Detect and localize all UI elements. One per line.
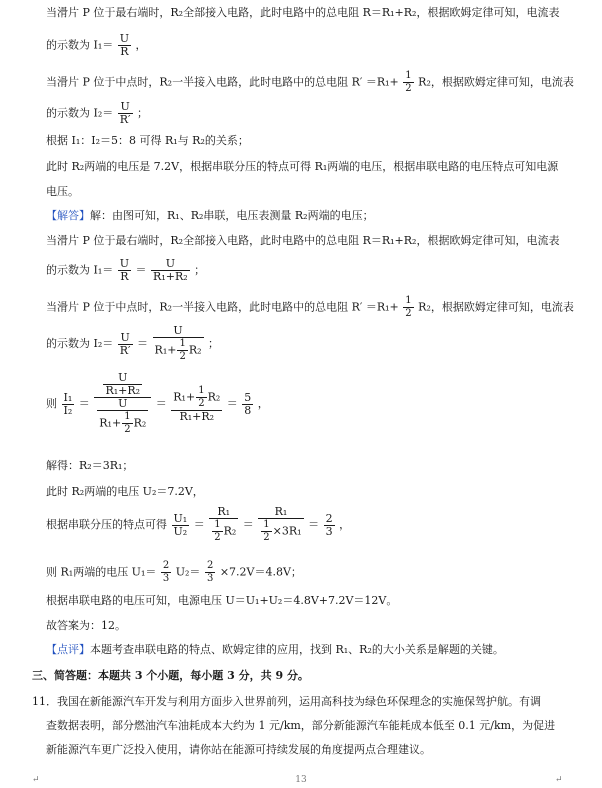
fraction: $\frac{U}{R'}$ xyxy=(119,100,131,126)
text-line: 故答案为：12。 xyxy=(46,619,126,632)
fraction: $\frac{2}{3}$ xyxy=(325,511,333,538)
fraction: R₁+ $\frac{1}{2}$ R₂ R₁+R₂ xyxy=(173,385,221,423)
fraction: $\frac{U}{\text{R₁+R₂}}$ xyxy=(153,257,188,283)
comment-tag: 【点评】 xyxy=(46,643,90,656)
formula-line: 则 R₁两端的电压 U₁＝ $\frac{2}{3}$ U₂＝ $\frac{2}{3}$ ×7.2V＝4.8V； xyxy=(46,560,302,584)
text-line: 根据 I₁：I₂＝5：8 可得 R₁与 R₂的关系； xyxy=(46,134,249,147)
text-line: 解得：R₂＝3R₁； xyxy=(46,459,134,472)
fraction: U R₁+ $\frac{1}{2}$ R₂ xyxy=(154,324,202,362)
formula-line: 的示数为 I₁＝ $\frac{U}{R}$ ＝ $\frac{U}{\text{R₁+R₂}}$ ； xyxy=(46,257,206,283)
fraction: $\frac{1}{2}$ xyxy=(405,295,412,319)
text-line: 当滑片 P 位于最右端时，R₂全部接入电路，此时电路中的总电阻 R＝R₁+R₂，根据欧姆定律可知，电流表 xyxy=(46,234,560,247)
answer-tag: 【解答】 xyxy=(46,209,90,222)
page-number: 13 xyxy=(295,775,307,785)
formula-line: 的示数为 I₁＝ $\frac{U}{R}$ ， xyxy=(46,32,147,58)
question-text: 查数据表明，部分燃油汽车油耗成本大约为 1 元/km，部分新能源汽车能耗成本低至 0.1 元/km，为促进 xyxy=(46,719,556,732)
text-line: 【解答】解：由图可知，R₁、R₂串联，电压表测量 R₂两端的电压； xyxy=(46,209,374,222)
fraction: $\frac{1}{2}$ xyxy=(405,70,412,94)
text-line: 此时 R₂两端的电压是 7.2V，根据串联分压的特点可得 R₁两端的电压，根据串联电路的电压特点可知电源 xyxy=(46,160,559,173)
text-line: 此时 R₂两端的电压 U₂＝7.2V， xyxy=(46,485,204,498)
formula-line: 的示数为 I₂＝ $\frac{U}{R'}$ ＝ U R₁+ $\frac{1}{2}$ R₂ ； xyxy=(46,324,220,362)
fraction: R₁ $\frac{1}{2}$ ×3R₁ xyxy=(258,506,303,544)
text-line: 根据串联电路的电压可知，电源电压 U＝U₁+U₂＝4.8V+7.2V＝12V。 xyxy=(46,594,398,607)
fraction: $\frac{\text{I₁}}{\text{I₂}}$ xyxy=(63,390,73,417)
formula-line: 则 $\frac{\text{I₁}}{\text{I₂}}$ ＝ $\frac{U}{\text{R₁+R₂}}$ U R₁+ $\frac{1}{2}$ R₂ ＝ R₁+ $\frac{1}{2}$ R₂ R₁+R₂ ＝ $\frac{5}{8}$ ， xyxy=(46,371,269,435)
fraction: R₁ $\frac{1}{2}$ R₂ xyxy=(209,506,238,544)
section-heading: 三、简答题：本题共 3 个小题，每小题 3 分，共 9 分。 xyxy=(32,669,309,682)
question-text: 新能源汽车更广泛投入使用，请你站在能源可持续发展的角度提两点合理建议。 xyxy=(46,743,431,756)
formula-line: 的示数为 I₂＝ $\frac{U}{R'}$ ； xyxy=(46,100,149,126)
footer-mark: ↵ xyxy=(32,775,40,785)
fraction: $\frac{2}{3}$ xyxy=(162,560,170,584)
fraction: $\frac{2}{3}$ xyxy=(206,560,214,584)
text-line: 电压。 xyxy=(46,185,79,198)
formula-line: 当滑片 P 位于中点时，R₂一半接入电路，此时电路中的总电阻 R′ ＝R₁+ $\frac{1}{2}$ R₂，根据欧姆定律可知，电流表 xyxy=(46,70,574,94)
fraction: $\frac{U}{R'}$ xyxy=(119,330,131,357)
fraction: $\frac{\text{U₁}}{\text{U₂}}$ xyxy=(173,511,188,538)
footer-mark: ↵ xyxy=(555,775,563,785)
fraction: $\frac{5}{8}$ xyxy=(244,390,252,417)
question-text: 11．我国在新能源汽车开发与利用方面步入世界前列，运用高科技为绿色环保理念的实施保驾护航。有调 xyxy=(32,695,541,708)
fraction: $\frac{U}{R}$ xyxy=(119,32,130,58)
formula-line: 根据串联分压的特点可得 $\frac{\text{U₁}}{\text{U₂}}$ ＝ R₁ $\frac{1}{2}$ R₂ ＝ R₁ $\frac{1}{2}$ ×3R₁ ＝ $\frac{2}{3}$ ， xyxy=(46,505,351,543)
fraction: $\frac{U}{R}$ xyxy=(119,257,130,283)
compound-fraction: $\frac{U}{\text{R₁+R₂}}$ U R₁+ $\frac{1}{2}$ R₂ xyxy=(94,372,151,436)
text-line: 当滑片 P 位于最右端时，R₂全部接入电路，此时电路中的总电阻 R＝R₁+R₂，根据欧姆定律可知，电流表 xyxy=(46,6,560,19)
text-line: 【点评】本题考查串联电路的特点、欧姆定律的应用，找到 R₁、R₂的大小关系是解题的关键。 xyxy=(46,643,504,656)
formula-line: 当滑片 P 位于中点时，R₂一半接入电路，此时电路中的总电阻 R′ ＝R₁+ $\frac{1}{2}$ R₂，根据欧姆定律可知，电流表 xyxy=(46,295,574,319)
